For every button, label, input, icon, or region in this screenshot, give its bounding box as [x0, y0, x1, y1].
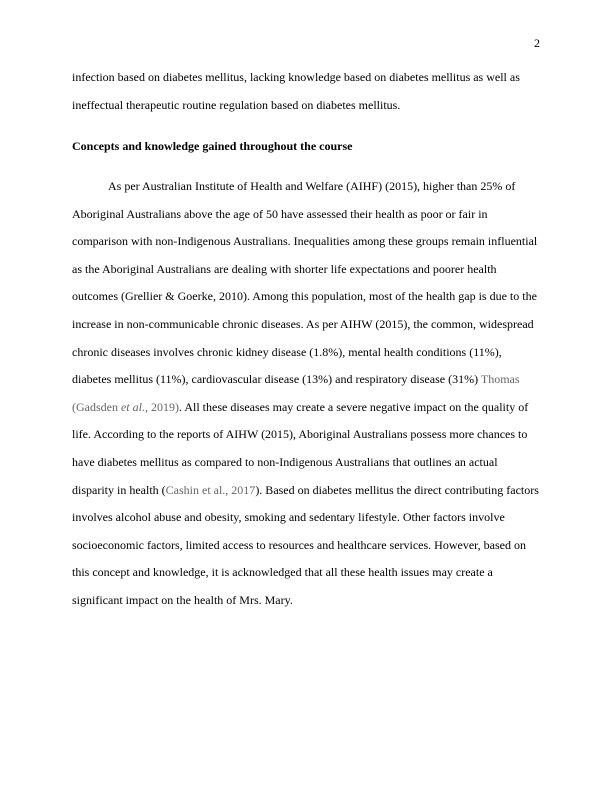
section-heading: Concepts and knowledge gained throughout the course — [72, 139, 353, 153]
text-line: have diabetes mellitus as compared to non-Indigenous Australians that outlines an actual — [72, 454, 498, 469]
text-line: outcomes (Grellier & Goerke, 2010). Among this population, most of the health gap is due to the — [72, 289, 537, 304]
text-line: comparison with non-Indigenous Australians. Inequalities among these groups remain influential — [72, 234, 538, 249]
line-text: . All these diseases may create a severe negative impact on the quality of — [178, 399, 529, 414]
text-line: infection based on diabetes mellitus, lacking knowledge based on diabetes mellitus as well as — [72, 70, 520, 84]
citation-author: (Gadsden — [72, 399, 121, 414]
intro-paragraph — [72, 64, 542, 119]
page-number: 2 — [534, 36, 540, 50]
text-line: involves alcohol abuse and obesity, smoking and sedentary lifestyle. Other factors involve — [72, 510, 505, 525]
text-line: this concept and knowledge, it is acknowledged that all these health issues may create a — [72, 565, 493, 580]
text-line: As per Australian Institute of Health and Welfare (AIHF) (2015), higher than 25% of — [108, 179, 516, 193]
text-line — [72, 366, 542, 394]
text-line: Aboriginal Australians above the age of 50 have assessed their health as poor or fair in — [72, 206, 488, 221]
citation: Thomas — [480, 372, 520, 387]
text-line: significant impact on the health of Mrs. Mary. — [72, 592, 293, 607]
citation: Cashin et al., 2017 — [165, 482, 256, 497]
line-text: disparity in health ( — [72, 482, 166, 497]
text-line — [72, 477, 542, 505]
line-text: ). Based on diabetes mellitus the direct contributing factors — [255, 482, 539, 497]
text-line: life. According to the reports of AIHW (2015), Aboriginal Australians possess more chances to — [72, 427, 528, 442]
citation-etal: et al. — [120, 399, 145, 414]
text-line: increase in non-communicable chronic diseases. As per AIHW (2015), the common, widespread — [72, 316, 534, 331]
main-paragraph — [72, 173, 542, 615]
text-line: chronic diseases involves chronic kidney disease (1.8%), mental health conditions (11%), — [72, 344, 502, 359]
line-text: diabetes mellitus (11%), cardiovascular disease (13%) and respiratory disease (31%) — [72, 372, 481, 387]
text-line: ineffectual therapeutic routine regulation based on diabetes mellitus. — [72, 97, 401, 112]
text-line — [72, 394, 542, 422]
citation — [72, 400, 179, 414]
text-line: socioeconomic factors, limited access to resources and healthcare services. However, based on — [72, 537, 527, 552]
text-line: as the Aboriginal Australians are dealing with shorter life expectations and poorer health — [72, 261, 497, 276]
citation-year: , 2019) — [144, 399, 179, 414]
